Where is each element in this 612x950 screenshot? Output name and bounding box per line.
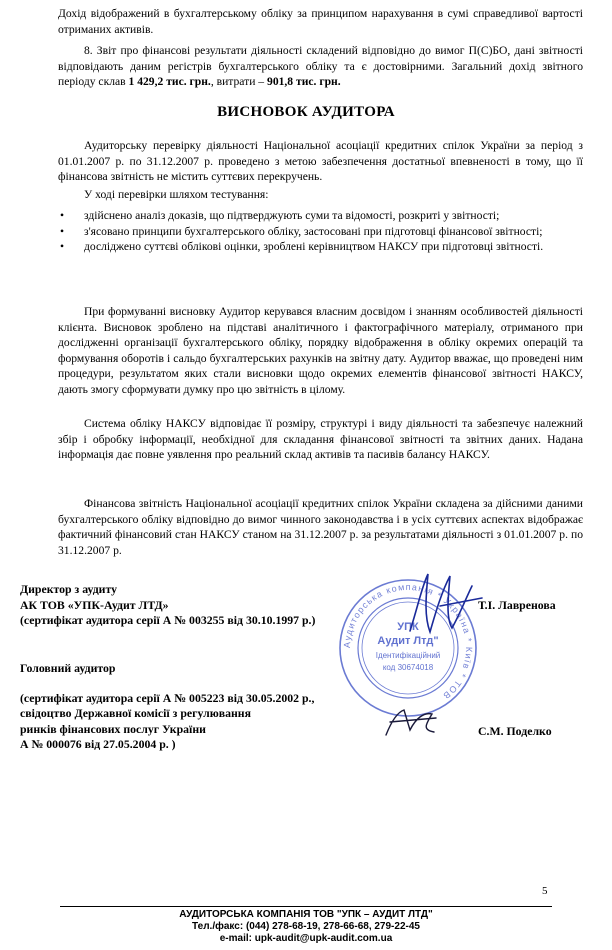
chief-auditor-signature bbox=[378, 700, 448, 750]
stamp-text-line2: Аудит Лтд" bbox=[377, 635, 439, 647]
director-company: АК ТОВ «УПК-Аудит ЛТД» bbox=[20, 597, 169, 612]
paragraph-8-connector: , витрати – bbox=[210, 75, 268, 88]
bullet-item bbox=[58, 224, 583, 240]
chief-auditor-name: С.М. Поделко bbox=[478, 724, 552, 738]
stamp-ring-text: Аудиторська компанія * Україна * Київ * ТОВ bbox=[341, 581, 475, 702]
paragraph-testing-intro: У ході перевірки шляхом тестування: bbox=[84, 188, 269, 201]
chief-auditor-title: Головний аудитор bbox=[20, 661, 116, 675]
chief-auditor-license-line2: ринків фінансових послуг України bbox=[20, 721, 206, 736]
paragraph-accounting-system: Система обліку НАКСУ відповідає її розміру, структурі і виду діяльності та забезпечує належний збір і обробку інформації, необхідної для складання фінансової звітності та звітних даних. Надана інформація дає повне уявлення про реальний склад активів та пасивів балансу НАКСУ. bbox=[58, 417, 583, 461]
footer-email: e-mail: upk-audit@upk-audit.com.ua bbox=[219, 933, 393, 944]
total-expenses-value: 901,8 тис. грн. bbox=[267, 75, 341, 88]
page-number: 5 bbox=[542, 885, 548, 897]
paragraph-8 bbox=[58, 43, 583, 90]
paragraph-income-recognition bbox=[58, 6, 583, 37]
total-income-value: 1 429,2 тис. грн. bbox=[128, 75, 211, 88]
stamp-text-line1: УПК bbox=[397, 621, 419, 633]
paragraph-scope: Аудиторську перевірку діяльності Національної асоціації кредитних спілок України за період з 01.01.2007 р. по 31.12.2007 р. проведено з метою забезпечення достатньої впевненості в тому, що її фінансова звітність не містить суттєвих перекручень. bbox=[58, 139, 583, 183]
director-certificate: (сертифікат аудитора серії А № 003255 від 30.10.1997 р.) bbox=[20, 613, 316, 627]
footer-divider bbox=[60, 906, 552, 907]
chief-auditor-license-line3: А № 000076 від 27.05.2004 р. ) bbox=[20, 737, 176, 751]
director-signature bbox=[400, 566, 490, 646]
footer-phones: Тел./факс: (044) 278-68-19, 278-66-68, 279-22-45 bbox=[192, 921, 420, 932]
chief-auditor-block bbox=[20, 661, 314, 753]
income-recognition-text: Дохід відображений в бухгалтерському обліку за принципом нарахування в сумі справедливої вартості отриманих активів. bbox=[58, 7, 583, 36]
testing-bullet-list bbox=[58, 208, 583, 255]
bullet-dot-icon: • bbox=[60, 224, 65, 238]
bullet-text: з'ясовано принципи бухгалтерського обліку, застосовані при підготовці фінансової звітності; bbox=[84, 224, 543, 238]
chief-auditor-certificate: (сертифікат аудитора серії А № 005223 від 30.05.2002 р., bbox=[20, 690, 315, 705]
chief-auditor-license-line1: свідоцтво Державної комісії з регулювання bbox=[20, 706, 251, 720]
director-title: Директор з аудиту bbox=[20, 582, 118, 596]
paragraph-8-text: 8. Звіт про фінансові результати діяльності складений відповідно до вимог П(С)БО, дані звітності відповідають даним регістрів бухгалтерського обліку та є достовірними. Загальний дохід звітного періоду склав bbox=[58, 44, 583, 88]
bullet-dot-icon: • bbox=[60, 209, 65, 222]
paragraph-methodology: При формуванні висновку Аудитор керувався власним досвідом і знанням особливостей діяльності клієнта. Висновок зроблено на підставі аналітичного і фактографічного матеріалу, отриманого при дослідженні організації бухгалтерського обліку, порядку відображення в обліку окремих операцій та формування оборотів і сальдо бухгалтерських рахунків на звітну дату. Аудитор вважає, що проведені ним процедури, результатом яких стали висновки щодо окремих елементів фінансової звітності НАКСУ, дають змогу сформувати думку про цю звітність в цілому. bbox=[58, 305, 583, 396]
director-block bbox=[20, 582, 315, 629]
bullet-item bbox=[58, 208, 583, 224]
stamp-text-line4: код 30674018 bbox=[382, 663, 434, 672]
bullet-text: здійснено аналіз доказів, що підтверджують суми та відомості, розкриті у звітності; bbox=[84, 209, 500, 222]
director-name: Т.І. Лавренова bbox=[478, 598, 556, 612]
paragraph-opinion: Фінансова звітність Національної асоціації кредитних спілок України складена за дійсними даними бухгалтерського обліку відповідно до вимог чинного законодавства і в усіх суттєвих аспектах відображає фактичний фінансовий стан НАКСУ станом на 31.12.2007 р. за результатами діяльності з 01.01.2007 р. по 31.12.2007 р. bbox=[58, 497, 583, 557]
auditor-conclusion-title: ВИСНОВОК АУДИТОРА bbox=[217, 104, 395, 120]
footer-company: АУДИТОРСЬКА КОМПАНІЯ ТОВ "УПК – АУДИТ ЛТД" bbox=[179, 909, 433, 920]
bullet-item bbox=[58, 239, 583, 255]
bullet-text: досліджено суттєві облікові оцінки, зроблені керівництвом НАКСУ при підготовці звітності. bbox=[84, 240, 544, 253]
bullet-dot-icon: • bbox=[60, 240, 65, 253]
stamp-text-line3: Ідентифікаційний bbox=[375, 651, 441, 660]
